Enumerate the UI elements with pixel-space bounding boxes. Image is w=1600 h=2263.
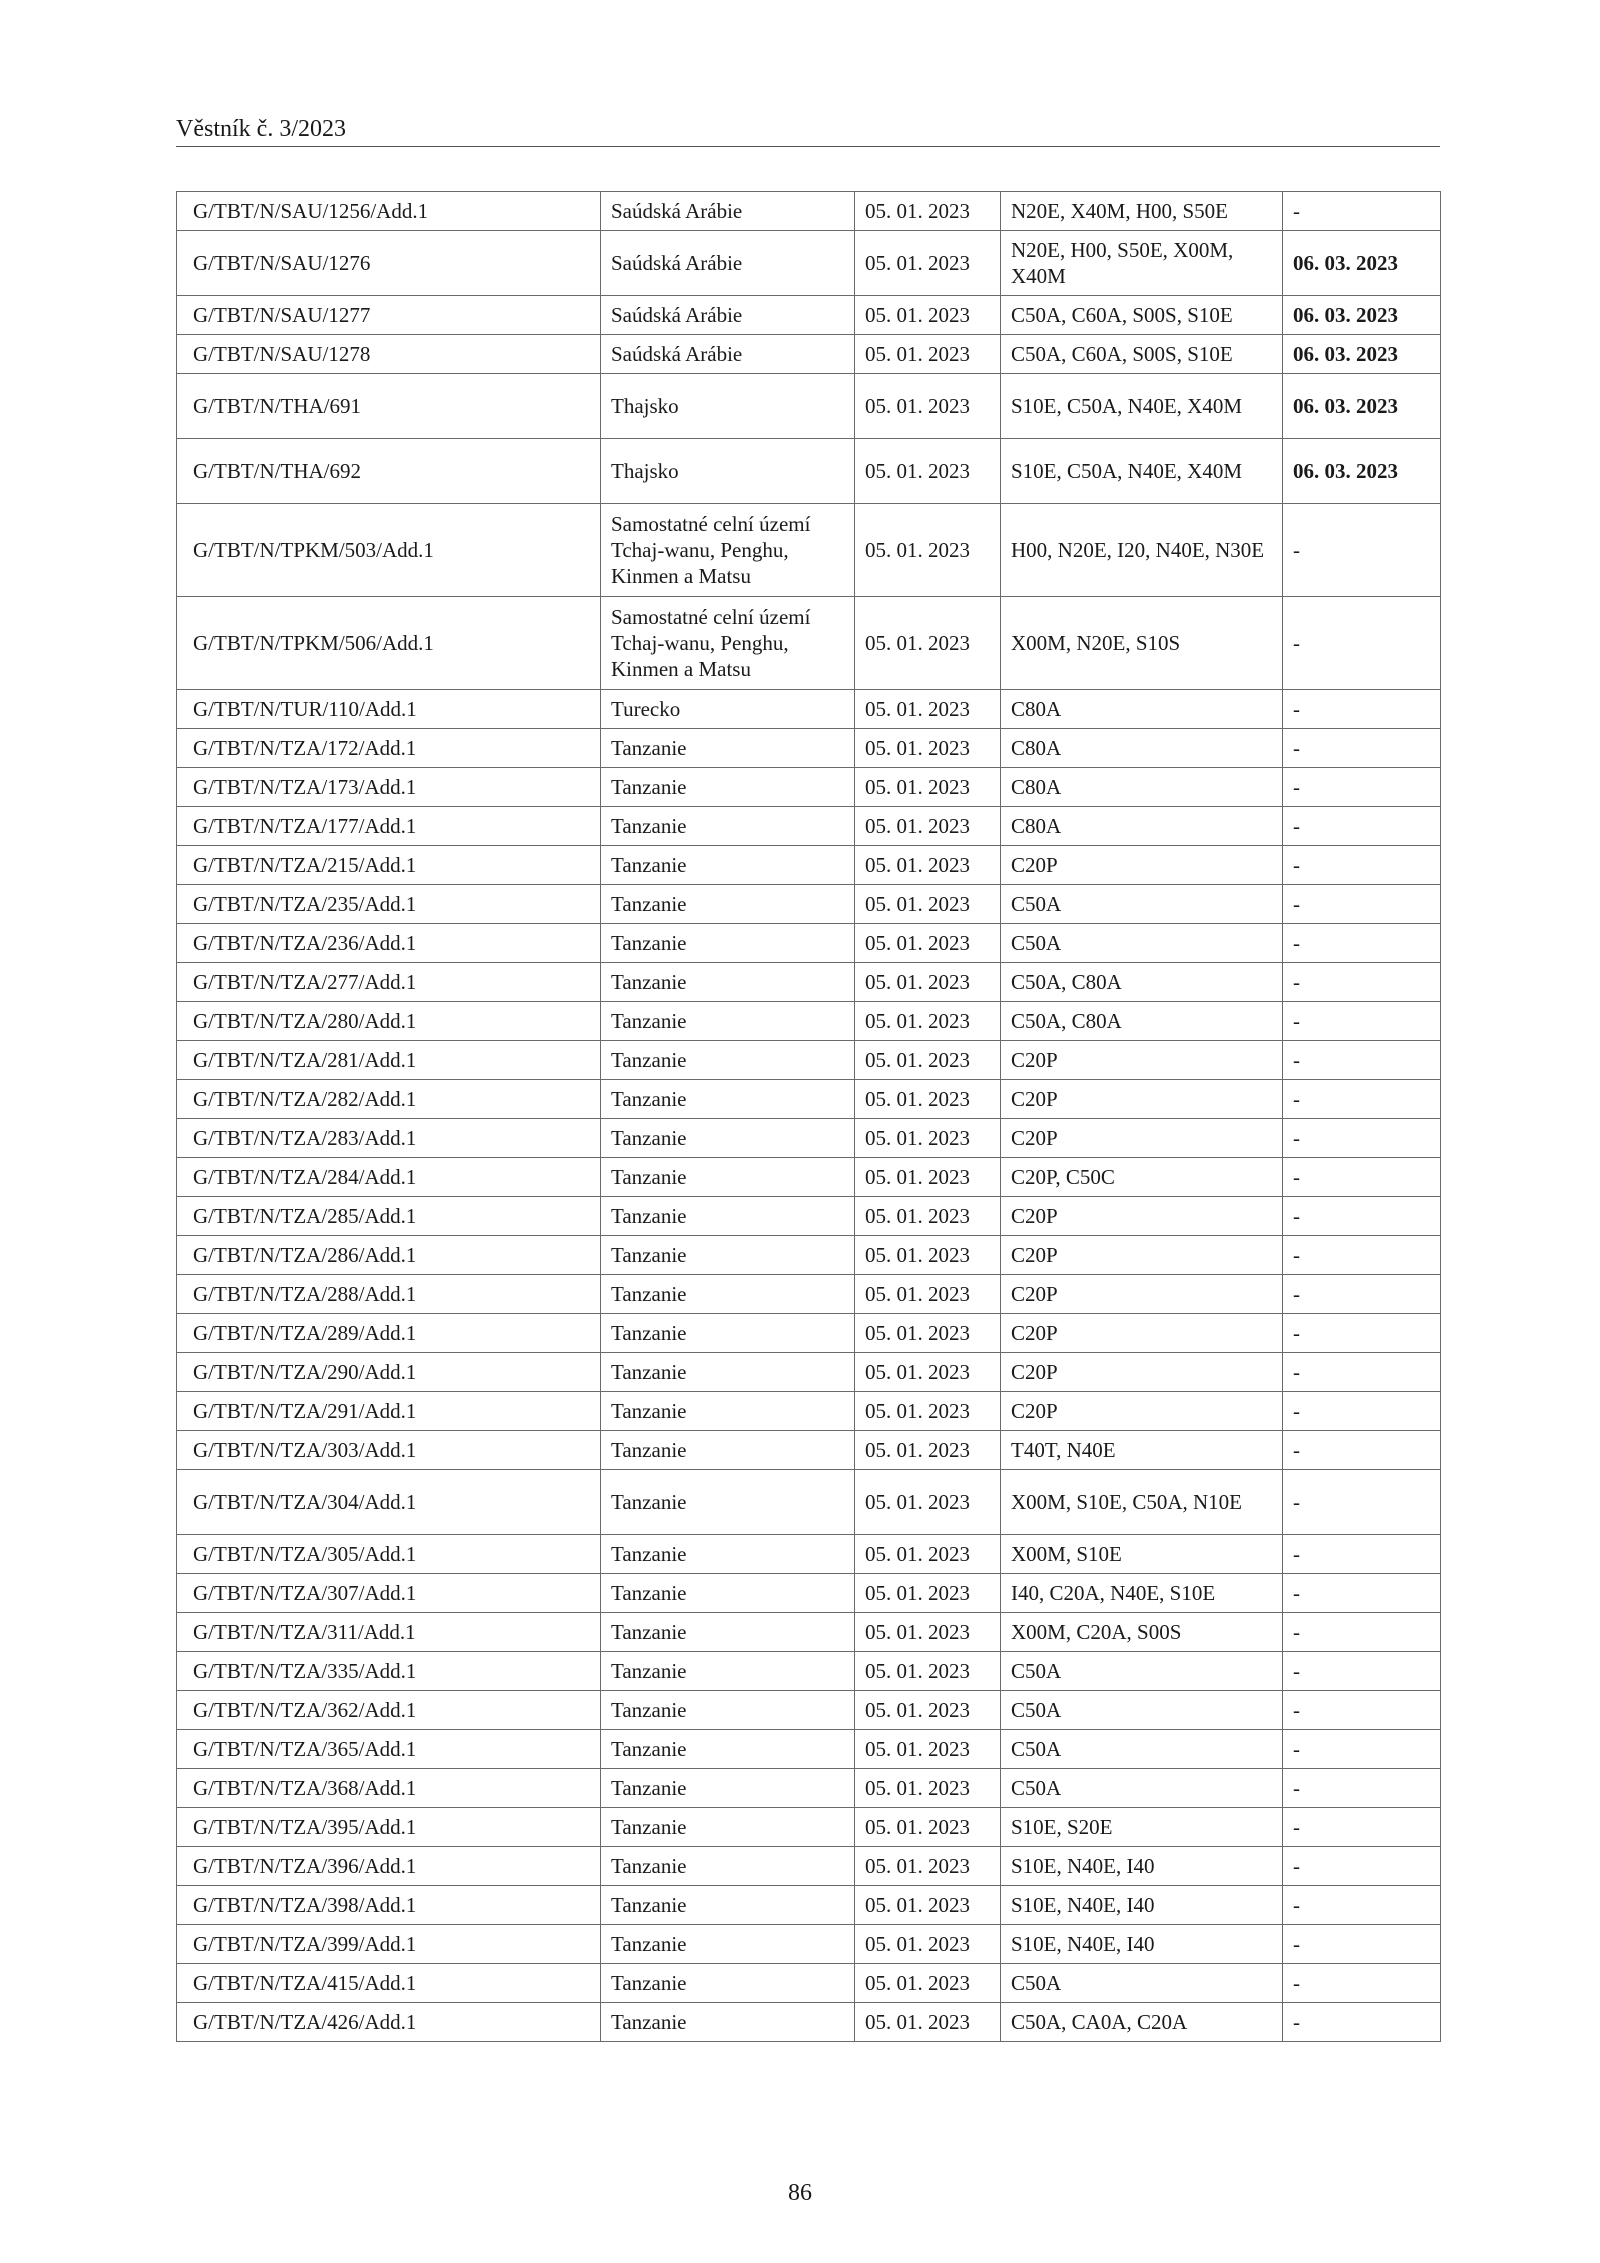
row-country: Tanzanie [601,1158,855,1197]
row-country: Tanzanie [601,1964,855,2003]
row-date: 05. 01. 2023 [855,1158,1001,1197]
table-row [177,924,1441,963]
row-reference: G/TBT/N/TZA/286/Add.1 [177,1236,601,1275]
row-reference: G/TBT/N/TZA/177/Add.1 [177,807,601,846]
row-codes: X00M, C20A, S00S [1001,1613,1283,1652]
row-deadline: - [1283,1470,1441,1535]
row-date: 05. 01. 2023 [855,335,1001,374]
row-country: Tanzanie [601,1613,855,1652]
row-date: 05. 01. 2023 [855,963,1001,1002]
row-reference: G/TBT/N/TZA/283/Add.1 [177,1119,601,1158]
row-reference: G/TBT/N/TZA/303/Add.1 [177,1431,601,1470]
row-reference: G/TBT/N/TZA/288/Add.1 [177,1275,601,1314]
row-codes: N20E, H00, S50E, X00M, X40M [1001,231,1283,296]
row-deadline: - [1283,1080,1441,1119]
row-country: Tanzanie [601,1236,855,1275]
row-deadline: - [1283,1275,1441,1314]
row-reference: G/TBT/N/SAU/1277 [177,296,601,335]
row-date: 05. 01. 2023 [855,231,1001,296]
row-date: 05. 01. 2023 [855,1392,1001,1431]
table-row [177,1197,1441,1236]
row-date: 05. 01. 2023 [855,374,1001,439]
row-country: Tanzanie [601,846,855,885]
row-codes: C50A [1001,1964,1283,2003]
table-row [177,1470,1441,1535]
row-codes: C20P [1001,1392,1283,1431]
row-country: Tanzanie [601,768,855,807]
row-date: 05. 01. 2023 [855,2003,1001,2042]
table-row [177,729,1441,768]
row-deadline: - [1283,1236,1441,1275]
page-number: 86 [788,2180,812,2206]
row-codes: S10E, N40E, I40 [1001,1886,1283,1925]
row-reference: G/TBT/N/SAU/1276 [177,231,601,296]
row-reference: G/TBT/N/TZA/172/Add.1 [177,729,601,768]
row-date: 05. 01. 2023 [855,1925,1001,1964]
row-date: 05. 01. 2023 [855,1964,1001,2003]
row-codes: C20P, C50C [1001,1158,1283,1197]
row-deadline: - [1283,1041,1441,1080]
row-date: 05. 01. 2023 [855,1574,1001,1613]
row-codes: C20P [1001,1236,1283,1275]
row-country: Tanzanie [601,1886,855,1925]
page-header: Věstník č. 3/2023 [176,112,1440,147]
row-country: Saúdská Arábie [601,335,855,374]
row-country: Thajsko [601,439,855,504]
row-reference: G/TBT/N/TUR/110/Add.1 [177,690,601,729]
row-date: 05. 01. 2023 [855,1613,1001,1652]
row-deadline: - [1283,690,1441,729]
table-row [177,1041,1441,1080]
row-deadline: 06. 03. 2023 [1283,231,1441,296]
row-codes: X00M, S10E [1001,1535,1283,1574]
row-country: Thajsko [601,374,855,439]
row-deadline: - [1283,1730,1441,1769]
row-codes: C20P [1001,1353,1283,1392]
table-row [177,1964,1441,2003]
row-deadline: - [1283,1886,1441,1925]
row-country: Tanzanie [601,1002,855,1041]
row-country: Tanzanie [601,1353,855,1392]
row-deadline: 06. 03. 2023 [1283,439,1441,504]
table-row [177,1769,1441,1808]
row-codes: S10E, N40E, I40 [1001,1847,1283,1886]
row-codes: C20P [1001,846,1283,885]
row-deadline: - [1283,846,1441,885]
row-codes: C20P [1001,1314,1283,1353]
row-deadline: - [1283,1808,1441,1847]
row-country: Tanzanie [601,1314,855,1353]
row-codes: C50A, C60A, S00S, S10E [1001,296,1283,335]
row-date: 05. 01. 2023 [855,807,1001,846]
row-deadline: - [1283,1119,1441,1158]
table-row [177,807,1441,846]
row-date: 05. 01. 2023 [855,1431,1001,1470]
row-deadline: - [1283,1158,1441,1197]
row-date: 05. 01. 2023 [855,924,1001,963]
row-country: Tanzanie [601,2003,855,2042]
row-country: Tanzanie [601,1275,855,1314]
row-country: Samostatné celní území Tchaj-wanu, Penghu, Kinmen a Matsu [601,504,855,597]
row-reference: G/TBT/N/TZA/291/Add.1 [177,1392,601,1431]
row-codes: X00M, S10E, C50A, N10E [1001,1470,1283,1535]
row-country: Tanzanie [601,1574,855,1613]
row-country: Tanzanie [601,729,855,768]
row-reference: G/TBT/N/TZA/362/Add.1 [177,1691,601,1730]
row-date: 05. 01. 2023 [855,1080,1001,1119]
row-reference: G/TBT/N/THA/691 [177,374,601,439]
table-row [177,1002,1441,1041]
table-body [177,192,1441,2042]
row-date: 05. 01. 2023 [855,1197,1001,1236]
row-date: 05. 01. 2023 [855,1002,1001,1041]
row-deadline: 06. 03. 2023 [1283,374,1441,439]
table-row [177,1535,1441,1574]
row-date: 05. 01. 2023 [855,1535,1001,1574]
row-codes: S10E, C50A, N40E, X40M [1001,374,1283,439]
row-date: 05. 01. 2023 [855,1886,1001,1925]
row-reference: G/TBT/N/TZA/399/Add.1 [177,1925,601,1964]
row-codes: C80A [1001,807,1283,846]
row-reference: G/TBT/N/TZA/236/Add.1 [177,924,601,963]
row-deadline: - [1283,1002,1441,1041]
row-country: Saúdská Arábie [601,231,855,296]
notifications-table [176,191,1441,2042]
row-date: 05. 01. 2023 [855,1275,1001,1314]
row-reference: G/TBT/N/TZA/284/Add.1 [177,1158,601,1197]
row-deadline: - [1283,1652,1441,1691]
row-country: Tanzanie [601,1691,855,1730]
row-date: 05. 01. 2023 [855,1041,1001,1080]
row-reference: G/TBT/N/TZA/277/Add.1 [177,963,601,1002]
row-country: Tanzanie [601,1769,855,1808]
row-reference: G/TBT/N/TZA/398/Add.1 [177,1886,601,1925]
row-country: Tanzanie [601,1431,855,1470]
row-codes: C50A [1001,1730,1283,1769]
table-row [177,1119,1441,1158]
table-row [177,1314,1441,1353]
row-date: 05. 01. 2023 [855,192,1001,231]
row-deadline: - [1283,1691,1441,1730]
row-codes: C20P [1001,1275,1283,1314]
row-date: 05. 01. 2023 [855,504,1001,597]
row-reference: G/TBT/N/TZA/415/Add.1 [177,1964,601,2003]
row-country: Tanzanie [601,1470,855,1535]
row-date: 05. 01. 2023 [855,1730,1001,1769]
row-codes: T40T, N40E [1001,1431,1283,1470]
row-reference: G/TBT/N/TZA/285/Add.1 [177,1197,601,1236]
table-row [177,504,1441,597]
row-country: Samostatné celní území Tchaj-wanu, Penghu, Kinmen a Matsu [601,597,855,690]
table-row [177,1574,1441,1613]
row-country: Tanzanie [601,1392,855,1431]
row-reference: G/TBT/N/TZA/311/Add.1 [177,1613,601,1652]
row-deadline: 06. 03. 2023 [1283,296,1441,335]
row-country: Tanzanie [601,1535,855,1574]
row-date: 05. 01. 2023 [855,885,1001,924]
row-country: Tanzanie [601,1925,855,1964]
row-date: 05. 01. 2023 [855,1470,1001,1535]
row-date: 05. 01. 2023 [855,729,1001,768]
row-codes: C50A [1001,1691,1283,1730]
row-country: Tanzanie [601,1080,855,1119]
row-country: Tanzanie [601,1041,855,1080]
table-row [177,374,1441,439]
table-row [177,768,1441,807]
row-deadline: - [1283,807,1441,846]
row-deadline: - [1283,1353,1441,1392]
table-row [177,1431,1441,1470]
row-deadline: - [1283,1197,1441,1236]
row-deadline: - [1283,1314,1441,1353]
table-row [177,846,1441,885]
row-reference: G/TBT/N/TZA/368/Add.1 [177,1769,601,1808]
row-date: 05. 01. 2023 [855,1808,1001,1847]
table-row [177,231,1441,296]
row-codes: C50A [1001,924,1283,963]
row-codes: C50A, CA0A, C20A [1001,2003,1283,2042]
row-date: 05. 01. 2023 [855,439,1001,504]
row-date: 05. 01. 2023 [855,768,1001,807]
row-deadline: - [1283,1964,1441,2003]
row-country: Tanzanie [601,1119,855,1158]
row-reference: G/TBT/N/TPKM/506/Add.1 [177,597,601,690]
row-date: 05. 01. 2023 [855,1353,1001,1392]
row-date: 05. 01. 2023 [855,1236,1001,1275]
row-codes: S10E, N40E, I40 [1001,1925,1283,1964]
row-codes: S10E, C50A, N40E, X40M [1001,439,1283,504]
row-deadline: - [1283,1613,1441,1652]
row-country: Saúdská Arábie [601,192,855,231]
row-country: Tanzanie [601,807,855,846]
row-codes: C20P [1001,1080,1283,1119]
table-row [177,296,1441,335]
table-row [177,335,1441,374]
table-row [177,2003,1441,2042]
row-deadline: 06. 03. 2023 [1283,335,1441,374]
row-codes: C80A [1001,690,1283,729]
row-country: Tanzanie [601,1730,855,1769]
row-deadline: - [1283,504,1441,597]
row-codes: C50A, C80A [1001,1002,1283,1041]
row-deadline: - [1283,2003,1441,2042]
table-row [177,1275,1441,1314]
row-reference: G/TBT/N/TPKM/503/Add.1 [177,504,601,597]
table-row [177,1652,1441,1691]
row-date: 05. 01. 2023 [855,846,1001,885]
row-reference: G/TBT/N/TZA/235/Add.1 [177,885,601,924]
table-row [177,1613,1441,1652]
row-deadline: - [1283,963,1441,1002]
table-row [177,1080,1441,1119]
row-country: Tanzanie [601,1847,855,1886]
row-reference: G/TBT/N/TZA/335/Add.1 [177,1652,601,1691]
row-date: 05. 01. 2023 [855,296,1001,335]
row-reference: G/TBT/N/THA/692 [177,439,601,504]
row-country: Turecko [601,690,855,729]
row-reference: G/TBT/N/TZA/289/Add.1 [177,1314,601,1353]
row-reference: G/TBT/N/TZA/365/Add.1 [177,1730,601,1769]
row-deadline: - [1283,1574,1441,1613]
table-row [177,1353,1441,1392]
table-row [177,1236,1441,1275]
row-codes: C50A, C60A, S00S, S10E [1001,335,1283,374]
row-reference: G/TBT/N/TZA/280/Add.1 [177,1002,601,1041]
table-row [177,963,1441,1002]
row-reference: G/TBT/N/TZA/282/Add.1 [177,1080,601,1119]
row-country: Tanzanie [601,1808,855,1847]
table-row [177,1847,1441,1886]
table-row [177,1158,1441,1197]
row-date: 05. 01. 2023 [855,690,1001,729]
row-codes: N20E, X40M, H00, S50E [1001,192,1283,231]
row-reference: G/TBT/N/TZA/281/Add.1 [177,1041,601,1080]
table-row [177,885,1441,924]
table-row [177,1691,1441,1730]
row-date: 05. 01. 2023 [855,1119,1001,1158]
row-deadline: - [1283,1535,1441,1574]
row-date: 05. 01. 2023 [855,1314,1001,1353]
table-row [177,1730,1441,1769]
row-reference: G/TBT/N/TZA/215/Add.1 [177,846,601,885]
table-row [177,192,1441,231]
row-codes: C50A [1001,1769,1283,1808]
row-codes: C80A [1001,729,1283,768]
row-deadline: - [1283,924,1441,963]
table-row [177,1925,1441,1964]
row-deadline: - [1283,1769,1441,1808]
row-deadline: - [1283,1431,1441,1470]
table-row [177,439,1441,504]
row-deadline: - [1283,768,1441,807]
row-reference: G/TBT/N/SAU/1256/Add.1 [177,192,601,231]
row-codes: C20P [1001,1197,1283,1236]
table-row [177,597,1441,690]
row-codes: C50A [1001,1652,1283,1691]
row-deadline: - [1283,1392,1441,1431]
row-codes: C50A [1001,885,1283,924]
table-row [177,1808,1441,1847]
row-country: Tanzanie [601,1197,855,1236]
table-row [177,1392,1441,1431]
row-country: Saúdská Arábie [601,296,855,335]
row-date: 05. 01. 2023 [855,1847,1001,1886]
row-deadline: - [1283,192,1441,231]
row-codes: S10E, S20E [1001,1808,1283,1847]
table-row [177,1886,1441,1925]
table-row [177,690,1441,729]
row-country: Tanzanie [601,1652,855,1691]
row-reference: G/TBT/N/TZA/396/Add.1 [177,1847,601,1886]
row-reference: G/TBT/N/TZA/307/Add.1 [177,1574,601,1613]
row-country: Tanzanie [601,924,855,963]
row-reference: G/TBT/N/TZA/304/Add.1 [177,1470,601,1535]
row-country: Tanzanie [601,963,855,1002]
row-reference: G/TBT/N/TZA/305/Add.1 [177,1535,601,1574]
row-codes: C20P [1001,1041,1283,1080]
row-codes: C50A, C80A [1001,963,1283,1002]
row-reference: G/TBT/N/TZA/173/Add.1 [177,768,601,807]
row-reference: G/TBT/N/TZA/395/Add.1 [177,1808,601,1847]
row-reference: G/TBT/N/SAU/1278 [177,335,601,374]
row-deadline: - [1283,1925,1441,1964]
row-codes: X00M, N20E, S10S [1001,597,1283,690]
row-deadline: - [1283,597,1441,690]
row-date: 05. 01. 2023 [855,1652,1001,1691]
row-country: Tanzanie [601,885,855,924]
row-date: 05. 01. 2023 [855,597,1001,690]
row-codes: C80A [1001,768,1283,807]
row-reference: G/TBT/N/TZA/426/Add.1 [177,2003,601,2042]
row-deadline: - [1283,1847,1441,1886]
row-deadline: - [1283,729,1441,768]
row-date: 05. 01. 2023 [855,1691,1001,1730]
row-codes: C20P [1001,1119,1283,1158]
row-reference: G/TBT/N/TZA/290/Add.1 [177,1353,601,1392]
row-codes: H00, N20E, I20, N40E, N30E [1001,504,1283,597]
row-date: 05. 01. 2023 [855,1769,1001,1808]
row-deadline: - [1283,885,1441,924]
row-codes: I40, C20A, N40E, S10E [1001,1574,1283,1613]
